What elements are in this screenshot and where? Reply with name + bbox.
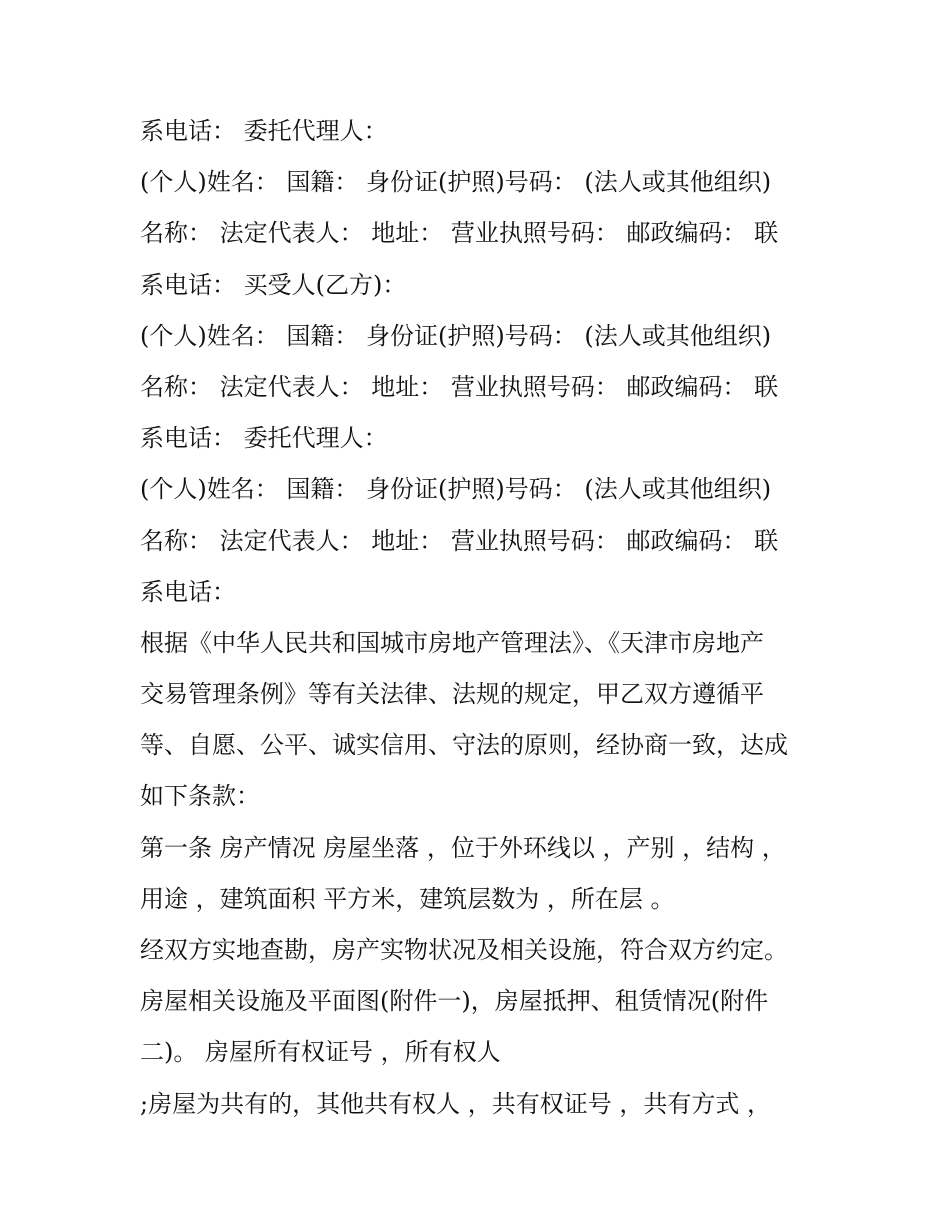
text-line: (个人)姓名： 国籍： 身份证(护照)号码： (法人或其他组织) (140, 321, 772, 350)
text-line: 房屋相关设施及平面图(附件一)，房屋抵押、租赁情况(附件 (140, 987, 769, 1016)
text-line: 系电话： 买受人(乙方)： (140, 270, 407, 299)
text-line: 交易管理条例》等有关法律、法规的规定，甲乙双方遵循平 (140, 680, 764, 709)
text-line: 根据《中华人民共和国城市房地产管理法》、《天津市房地产 (140, 628, 764, 657)
text-line: (个人)姓名： 国籍： 身份证(护照)号码： (法人或其他组织) (140, 168, 772, 197)
text-line: 等、自愿、公平、诚实信用、守法的原则，经协商一致，达成 (140, 731, 788, 760)
text-line: 系电话： 委托代理人： (140, 117, 388, 145)
text-line: 用途 ，建筑面积 平方米，建筑层数为 ，所在层 。 (140, 884, 675, 913)
document-body (140, 106, 830, 1130)
text-line: 如下条款： (140, 782, 260, 811)
text-line: 名称： 法定代表人： 地址： 营业执照号码： 邮政编码： 联 (140, 219, 779, 248)
text-line: ;房屋为共有的，其他共有权人 ，共有权证号 ，共有方式 ， (140, 1089, 771, 1118)
text-line: 第一条 房产情况 房屋坐落 ，位于外环线以 ，产别 ，结构 ， (140, 833, 786, 862)
text-line: 名称： 法定代表人： 地址： 营业执照号码： 邮政编码： 联 (140, 526, 779, 555)
text-line: 经双方实地查勘，房产实物状况及相关设施，符合双方约定。 (140, 936, 788, 964)
text-line: 名称： 法定代表人： 地址： 营业执照号码： 邮政编码： 联 (140, 372, 779, 401)
text-line: 系电话： (140, 577, 236, 606)
text-line: (个人)姓名： 国籍： 身份证(护照)号码： (法人或其他组织) (140, 475, 772, 504)
text-line: 二)。 房屋所有权证号 ，所有权人 (140, 1038, 501, 1067)
text-line: 系电话： 委托代理人： (140, 424, 388, 453)
